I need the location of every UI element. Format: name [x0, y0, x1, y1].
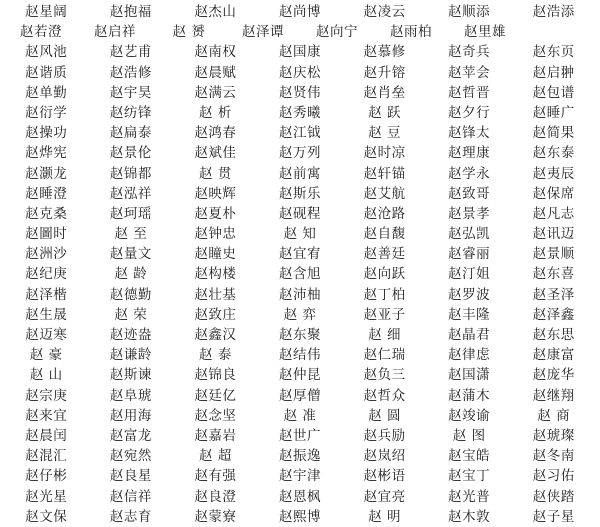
- name-cell: 赵岚绍: [363, 448, 406, 465]
- name-cell: 赵振逸: [279, 448, 322, 465]
- name-cell: 赵凌云: [363, 4, 406, 20]
- name-row: [4, 42, 596, 62]
- name-cell: 赵星阔: [25, 4, 68, 20]
- name-cell: 赵锋太: [448, 125, 491, 142]
- name-row: [4, 345, 596, 365]
- name-cell: 赵 明: [368, 508, 401, 525]
- name-cell: 赵若澄: [20, 24, 62, 41]
- name-cell: 赵德勤: [109, 286, 152, 303]
- name-cell: 赵仁瑞: [363, 347, 406, 364]
- name-cell: 赵庆松: [279, 64, 322, 81]
- name-cell-overflow: 赵琥璨: [532, 427, 575, 444]
- name-cell: 赵沧路: [363, 205, 406, 222]
- name-cell: 赵江钺: [279, 125, 322, 142]
- name-cell: 赵恩枫: [279, 488, 322, 505]
- name-cell: 赵含旭: [279, 266, 322, 283]
- name-row: [4, 325, 596, 345]
- name-row: [4, 83, 596, 103]
- name-cell: 赵仔彬: [25, 468, 68, 485]
- name-cell: 赵启祥: [94, 24, 136, 41]
- name-row: [4, 123, 596, 143]
- name-row: [4, 224, 596, 244]
- name-cell: 赵厚僧: [279, 387, 322, 404]
- name-cell: 赵鸿春: [194, 125, 237, 142]
- name-cell-overflow: 赵简果: [532, 125, 575, 142]
- name-cell: 赵有强: [194, 468, 237, 485]
- name-cell: 赵锦良: [194, 367, 237, 384]
- name-cell-overflow: 赵习佑: [532, 468, 575, 485]
- name-cell: 赵 圆: [368, 407, 401, 424]
- name-cell: 赵蒲木: [448, 387, 491, 404]
- name-cell: 赵艺甫: [109, 44, 152, 61]
- name-cell: 赵 细: [368, 327, 401, 343]
- name-cell-overflow: 赵睡广: [532, 104, 575, 121]
- name-cell-overflow: 赵继翔: [532, 387, 575, 404]
- name-cell: 赵木敦: [448, 508, 491, 525]
- name-cell: 赵万列: [279, 145, 322, 162]
- name-cell-overflow: 赵东思: [532, 327, 575, 343]
- name-cell: 赵 龄: [114, 266, 148, 283]
- name-cell: 赵世广: [279, 427, 322, 444]
- name-cell: 赵秀曦: [279, 104, 322, 121]
- name-cell: 赵景孝: [448, 205, 491, 222]
- name-cell: 赵良星: [109, 468, 152, 485]
- name-row: [4, 244, 596, 264]
- name-cell-overflow: 赵讯迈: [532, 226, 575, 243]
- name-cell: 赵志育: [109, 508, 152, 525]
- name-cell: 赵轩锚: [363, 165, 406, 182]
- name-cell: 赵弘凯: [448, 226, 491, 243]
- name-cell: 赵富龙: [109, 427, 152, 444]
- name-cell: 赵睡澄: [25, 185, 68, 202]
- name-cell: 赵纺锋: [109, 104, 152, 121]
- name-cell: 赵致哥: [448, 185, 491, 202]
- name-cell: 赵满云: [194, 84, 237, 101]
- name-cell-overflow: 赵凡志: [532, 205, 575, 222]
- name-cell: 赵自馥: [363, 226, 406, 243]
- name-cell: 赵量文: [109, 246, 152, 263]
- name-row: [4, 426, 596, 446]
- name-cell: 赵晨闰: [25, 427, 68, 444]
- name-cell: 赵律虑: [448, 347, 491, 364]
- name-cell: 赵扁泰: [109, 125, 152, 142]
- name-cell: 赵升镕: [363, 64, 406, 81]
- name-row: [4, 487, 596, 507]
- name-cell: 赵廷亿: [194, 387, 237, 404]
- name-cell: 赵 知: [283, 226, 317, 243]
- name-cell: 赵艾航: [363, 185, 406, 202]
- name-cell: 赵念坚: [194, 407, 237, 424]
- name-row: [4, 507, 596, 527]
- name-cell: 赵抱福: [109, 4, 152, 20]
- name-cell: 赵斯乐: [279, 185, 322, 202]
- name-cell: 赵理康: [448, 145, 491, 162]
- name-cell: 赵良澄: [194, 488, 237, 505]
- name-cell: 赵宝皓: [448, 448, 491, 465]
- name-cell: 赵国康: [279, 44, 322, 61]
- name-cell: 赵 图: [452, 427, 486, 444]
- name-cell: 赵睿丽: [448, 246, 491, 263]
- name-cell: 赵泽谭: [242, 24, 284, 41]
- name-cell: 赵夕行: [448, 104, 491, 121]
- name-cell: 赵宇津: [279, 468, 322, 485]
- name-cell: 赵衍学: [25, 104, 68, 121]
- name-cell: 赵晶君: [448, 327, 491, 343]
- name-cell: 赵蒙寮: [194, 508, 237, 525]
- name-row: [4, 63, 596, 83]
- name-cell: 赵景伦: [109, 145, 152, 162]
- name-row: [4, 285, 596, 305]
- name-cell: 赵文保: [25, 508, 68, 525]
- name-cell: 赵致庄: [194, 306, 237, 323]
- name-cell: 赵谦龄: [109, 347, 152, 364]
- name-row: [4, 305, 596, 325]
- name-cell-overflow: 赵包谱: [532, 84, 575, 101]
- name-cell: 赵构楼: [194, 266, 237, 283]
- name-cell: 赵瞳史: [194, 246, 237, 263]
- name-row: [4, 22, 596, 42]
- name-cell: 赵宛然: [109, 448, 152, 465]
- name-cell: 赵用海: [109, 407, 152, 424]
- name-cell: 赵 荣: [114, 306, 148, 323]
- name-cell: 赵宜亮: [363, 488, 406, 505]
- name-cell: 赵钟忠: [194, 226, 237, 243]
- name-cell: 赵彬语: [363, 468, 406, 485]
- name-cell: 赵结伟: [279, 347, 322, 364]
- name-cell-overflow: 赵夷辰: [532, 165, 575, 182]
- name-cell: 赵来宜: [25, 407, 68, 424]
- name-cell: 赵 泰: [199, 347, 232, 364]
- name-cell: 赵苹会: [448, 64, 491, 81]
- name-row: [4, 184, 596, 204]
- name-cell: 赵迹盎: [109, 327, 152, 343]
- name-cell: 赵哲众: [363, 387, 406, 404]
- name-cell-overflow: 赵泽鑫: [532, 306, 575, 323]
- name-row: [4, 164, 596, 184]
- name-row: [4, 264, 596, 284]
- name-cell-overflow: 赵启翀: [532, 64, 575, 81]
- name-cell: 赵珂瑶: [109, 205, 152, 222]
- name-cell-overflow: 赵冬南: [532, 448, 575, 465]
- name-cell: 赵信祥: [109, 488, 152, 505]
- name-cell: 赵善廷: [363, 246, 406, 263]
- name-row: [4, 103, 596, 123]
- name-cell: 赵 析: [199, 104, 232, 121]
- name-cell: 赵泽楷: [25, 286, 68, 303]
- name-cell: 赵宝丁: [448, 468, 491, 485]
- name-cell-overflow: 赵东页: [532, 44, 575, 61]
- name-cell: 赵阜琥: [109, 387, 152, 404]
- name-cell: 赵雨柏: [390, 24, 432, 41]
- name-cell: 赵洲沙: [25, 246, 68, 263]
- name-cell: 赵混汇: [25, 448, 68, 465]
- name-cell: 赵宜宥: [279, 246, 322, 263]
- name-cell: 赵慕修: [363, 44, 406, 61]
- name-cell: 赵鑫汉: [194, 327, 237, 343]
- name-cell: 赵向宁: [316, 24, 358, 41]
- name-cell-overflow: 赵景顺: [532, 246, 575, 263]
- name-cell-overflow: 赵保席: [532, 185, 575, 202]
- name-cell: 赵壮基: [194, 286, 237, 303]
- name-row: [4, 2, 596, 22]
- name-cell: 赵光星: [25, 488, 68, 505]
- name-cell: 赵 至: [114, 226, 148, 243]
- name-cell: 赵夏朴: [194, 205, 237, 222]
- name-cell: 赵嘉岩: [194, 427, 237, 444]
- name-cell: 赵生晟: [25, 306, 68, 323]
- name-cell-overflow: 赵庞华: [532, 367, 575, 384]
- name-cell: 赵东聚: [279, 327, 322, 343]
- name-row: [4, 406, 596, 426]
- name-cell: 赵 赟: [172, 24, 206, 41]
- name-cell: 赵仲昆: [279, 367, 322, 384]
- name-cell: 赵负三: [363, 367, 406, 384]
- name-cell: 赵宗庚: [25, 387, 68, 404]
- name-cell: 赵晨赋: [194, 64, 237, 81]
- name-cell: 赵尚博: [279, 4, 322, 20]
- name-cell-overflow: 赵 商: [537, 407, 571, 424]
- name-cell: 赵 跃: [368, 104, 401, 121]
- name-cell: 赵宇昊: [109, 84, 152, 101]
- name-cell: 赵斯谏: [109, 367, 152, 384]
- name-cell-overflow: 赵东泰: [532, 145, 575, 162]
- name-cell: 赵灏龙: [25, 165, 68, 182]
- name-cell: 赵 超: [199, 448, 232, 465]
- name-cell-overflow: 赵圣泽: [532, 286, 575, 303]
- name-cell-overflow: 赵东喜: [532, 266, 575, 283]
- name-cell: 赵亚子: [363, 306, 406, 323]
- name-row: [4, 143, 596, 163]
- name-cell: 赵国潇: [448, 367, 491, 384]
- name-cell: 赵沛柚: [279, 286, 322, 303]
- name-cell: 赵丰隆: [448, 306, 491, 323]
- name-row: [4, 466, 596, 486]
- name-cell: 赵 豆: [368, 125, 401, 142]
- name-cell: 赵学永: [448, 165, 491, 182]
- name-cell: 赵时凉: [363, 145, 406, 162]
- name-cell: 赵克桑: [25, 205, 68, 222]
- name-cell: 赵迈寒: [25, 327, 68, 343]
- name-row: [4, 386, 596, 406]
- name-row: [4, 365, 596, 385]
- name-cell: 赵烨宪: [25, 145, 68, 162]
- name-cell: 赵单勤: [25, 84, 68, 101]
- name-cell: 赵谐质: [25, 64, 68, 81]
- name-cell: 赵奇兵: [448, 44, 491, 61]
- name-cell: 赵斌佳: [194, 145, 237, 162]
- name-cell: 赵映辉: [194, 185, 237, 202]
- name-cell-overflow: 赵浩添: [532, 4, 575, 20]
- name-cell: 赵熙博: [279, 508, 322, 525]
- name-cell: 赵砚程: [279, 205, 322, 222]
- name-cell: 赵南权: [194, 44, 237, 61]
- name-cell: 赵兵励: [363, 427, 406, 444]
- name-cell: 赵 准: [283, 407, 317, 424]
- name-cell: 赵风池: [25, 44, 68, 61]
- name-cell: 赵汀姐: [448, 266, 491, 283]
- name-cell: 赵前寓: [279, 165, 322, 182]
- name-cell: 赵罗波: [448, 286, 491, 303]
- name-cell: 赵顺添: [448, 4, 491, 20]
- name-cell: 赵里雄: [464, 24, 506, 41]
- name-cell: 赵操功: [25, 125, 68, 142]
- name-cell: 赵圖时: [25, 226, 68, 243]
- name-cell-overflow: 赵侠踏: [532, 488, 575, 505]
- name-cell: 赵纪庚: [25, 266, 68, 283]
- name-cell: 赵锦都: [109, 165, 152, 182]
- name-cell: 赵 弈: [283, 306, 317, 323]
- name-cell-overflow: 赵子星: [532, 508, 575, 525]
- name-row: [4, 446, 596, 466]
- name-cell: 赵光普: [448, 488, 491, 505]
- name-cell: 赵 豪: [29, 347, 63, 364]
- name-cell: 赵贤伟: [279, 84, 322, 101]
- name-cell: 赵肖垒: [363, 84, 406, 101]
- name-cell: 赵 山: [29, 367, 63, 384]
- name-cell: 赵 贯: [199, 165, 232, 182]
- name-cell: 赵丁柏: [363, 286, 406, 303]
- name-cell: 赵哲晋: [448, 84, 491, 101]
- name-cell-overflow: 赵康富: [532, 347, 575, 364]
- name-cell: 赵向跃: [363, 266, 406, 283]
- name-row: [4, 204, 596, 224]
- name-cell: 赵杰山: [194, 4, 237, 20]
- name-cell: 赵浩修: [109, 64, 152, 81]
- name-cell: 赵竣谕: [448, 407, 491, 424]
- name-cell: 赵泓祥: [109, 185, 152, 202]
